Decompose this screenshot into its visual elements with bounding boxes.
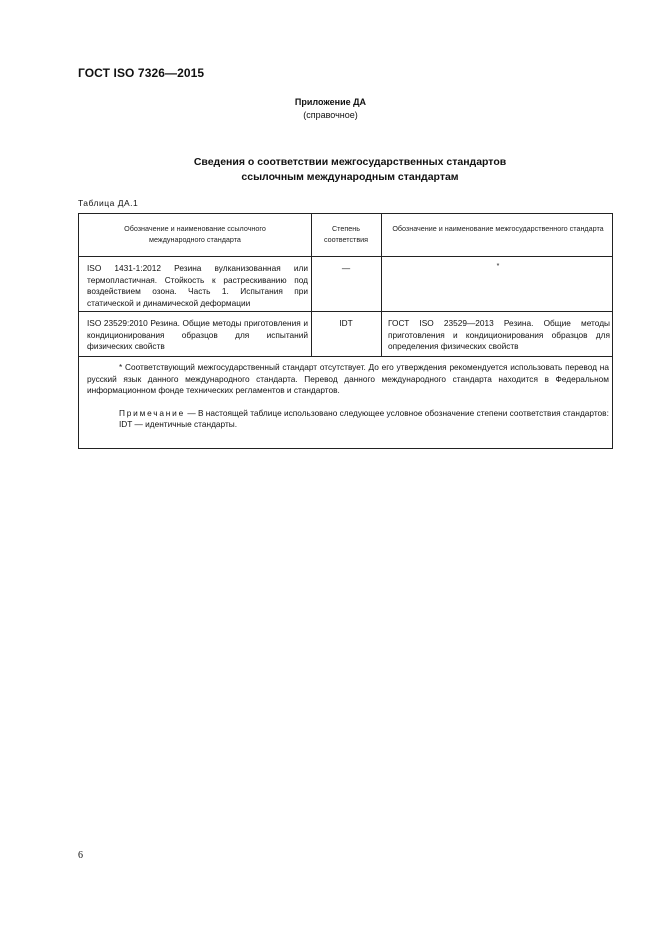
table-note	[87, 408, 609, 420]
row-divider	[79, 311, 612, 312]
appendix-heading	[0, 96, 661, 122]
correspondence-table	[78, 213, 613, 449]
note-text: — В настоящей таблице использовано следующее условное обозначение степени соответствия стандартов:	[187, 407, 609, 418]
page-number: 6	[78, 850, 83, 861]
document-code: ГОСТ ISO 7326—2015	[78, 66, 205, 80]
note-label: Примечание	[119, 407, 186, 418]
header-degree: Степень соответствия	[323, 224, 369, 244]
header-row-divider	[79, 256, 612, 257]
section-title-line-2: ссылочным международным стандартам	[241, 171, 459, 183]
note-item: IDT — идентичные стандарты.	[119, 419, 238, 429]
header-interstate-standard: Обозначение и наименование межгосударственного стандарта	[392, 224, 604, 233]
header-international-standard: Обозначение и наименование ссылочного международного стандарта	[124, 224, 266, 244]
table-row-1-interstate: *	[496, 263, 500, 270]
table-footnote-block	[87, 362, 609, 431]
section-title	[0, 155, 661, 185]
table-footnote: * Соответствующий межгосударственный стандарт отсутствует. До его утверждения рекомендуется использовать перевод на русский язык данного международного стандарта. Перевод данного международного стандарта находится в Федеральном информационном фонде технических регламентов и стандартов.	[87, 362, 609, 395]
table-row-2-degree: IDT	[339, 318, 353, 328]
appendix-title: Приложение ДА	[294, 97, 367, 107]
column-divider-2	[381, 214, 382, 356]
section-title-line-1: Сведения о соответствии межгосударственных стандартов	[193, 156, 507, 168]
appendix-subtitle: (справочное)	[303, 110, 358, 120]
table-row-1-degree: —	[341, 263, 351, 273]
table-row-1-international: ISO 1431-1:2012 Резина вулканизованная или термопластичная. Стойкость к растрескиванию под воздействием озона. Часть 1. Испытания при статической и динамической деформации	[87, 263, 308, 308]
table-row-2-international: ISO 23529:2010 Резина. Общие методы приготовления и кондиционирования образцов для испытаний физических свойств	[87, 318, 308, 351]
table-caption: Таблица ДА.1	[78, 198, 139, 208]
column-divider-1	[311, 214, 312, 356]
footnote-divider	[79, 356, 612, 357]
table-row-2-interstate: ГОСТ ISO 23529—2013 Резина. Общие методы приготовления и кондиционирования образцов для определения физических свойств	[388, 318, 610, 351]
